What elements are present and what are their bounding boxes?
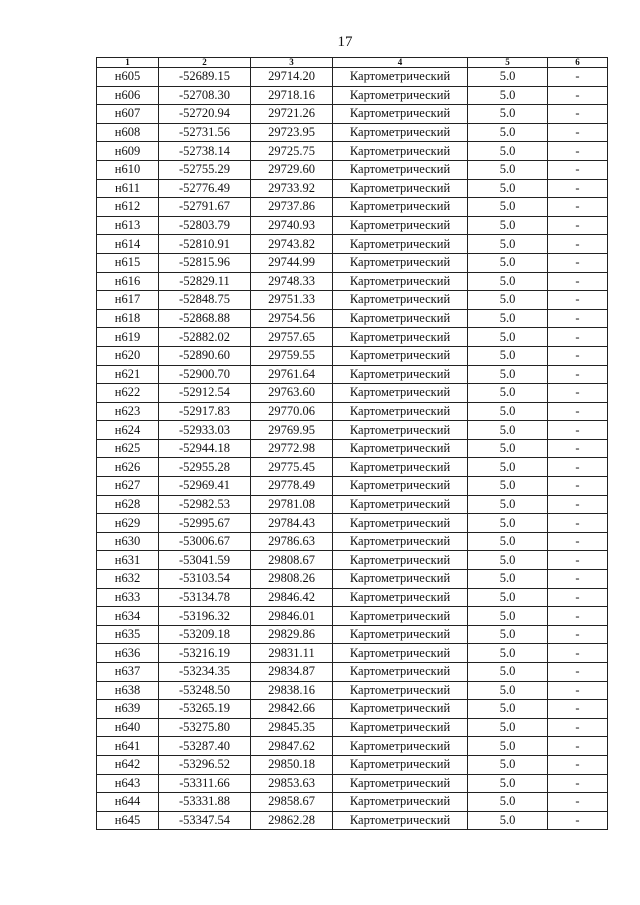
- accuracy-cell: 5.0: [468, 365, 548, 384]
- header-cell-y: 3: [251, 58, 333, 68]
- method-cell: Картометрический: [333, 551, 468, 570]
- method-cell: Картометрический: [333, 309, 468, 328]
- description-cell: -: [548, 179, 608, 198]
- description-cell: -: [548, 532, 608, 551]
- accuracy-cell: 5.0: [468, 663, 548, 682]
- description-cell: -: [548, 737, 608, 756]
- method-cell: Картометрический: [333, 625, 468, 644]
- point-name-cell: н643: [97, 774, 159, 793]
- y-coordinate-cell: 29754.56: [251, 309, 333, 328]
- table-row: [97, 811, 608, 830]
- y-coordinate-cell: 29725.75: [251, 142, 333, 161]
- point-name-cell: н622: [97, 384, 159, 403]
- description-cell: -: [548, 346, 608, 365]
- description-cell: -: [548, 663, 608, 682]
- point-name-cell: н623: [97, 402, 159, 421]
- point-name-cell: н614: [97, 235, 159, 254]
- method-cell: Картометрический: [333, 384, 468, 403]
- y-coordinate-cell: 29723.95: [251, 123, 333, 142]
- x-coordinate-cell: -52720.94: [159, 105, 251, 124]
- accuracy-cell: 5.0: [468, 477, 548, 496]
- x-coordinate-cell: -52829.11: [159, 272, 251, 291]
- table-row: [97, 514, 608, 533]
- point-name-cell: н634: [97, 607, 159, 626]
- point-name-cell: н645: [97, 811, 159, 830]
- method-cell: Картометрический: [333, 607, 468, 626]
- x-coordinate-cell: -52689.15: [159, 68, 251, 87]
- table-row: [97, 551, 608, 570]
- point-name-cell: н633: [97, 588, 159, 607]
- table-row: [97, 644, 608, 663]
- table-row: [97, 160, 608, 179]
- method-cell: Картометрический: [333, 570, 468, 589]
- y-coordinate-cell: 29761.64: [251, 365, 333, 384]
- accuracy-cell: 5.0: [468, 607, 548, 626]
- x-coordinate-cell: -52982.53: [159, 495, 251, 514]
- point-name-cell: н642: [97, 755, 159, 774]
- table-row: [97, 495, 608, 514]
- accuracy-cell: 5.0: [468, 402, 548, 421]
- table-row: [97, 86, 608, 105]
- description-cell: -: [548, 793, 608, 812]
- description-cell: -: [548, 811, 608, 830]
- point-name-cell: н628: [97, 495, 159, 514]
- description-cell: -: [548, 570, 608, 589]
- x-coordinate-cell: -52815.96: [159, 253, 251, 272]
- accuracy-cell: 5.0: [468, 811, 548, 830]
- point-name-cell: н608: [97, 123, 159, 142]
- y-coordinate-cell: 29763.60: [251, 384, 333, 403]
- point-name-cell: н638: [97, 681, 159, 700]
- y-coordinate-cell: 29850.18: [251, 755, 333, 774]
- method-cell: Картометрический: [333, 253, 468, 272]
- point-name-cell: н625: [97, 439, 159, 458]
- description-cell: -: [548, 86, 608, 105]
- description-cell: -: [548, 68, 608, 87]
- y-coordinate-cell: 29853.63: [251, 774, 333, 793]
- description-cell: -: [548, 253, 608, 272]
- table-row: [97, 700, 608, 719]
- accuracy-cell: 5.0: [468, 421, 548, 440]
- y-coordinate-cell: 29847.62: [251, 737, 333, 756]
- method-cell: Картометрический: [333, 700, 468, 719]
- description-cell: -: [548, 588, 608, 607]
- table-row: [97, 216, 608, 235]
- table-row: [97, 402, 608, 421]
- table-row: [97, 737, 608, 756]
- accuracy-cell: 5.0: [468, 179, 548, 198]
- description-cell: -: [548, 774, 608, 793]
- table-row: [97, 365, 608, 384]
- accuracy-cell: 5.0: [468, 253, 548, 272]
- y-coordinate-cell: 29846.01: [251, 607, 333, 626]
- table-row: [97, 570, 608, 589]
- x-coordinate-cell: -52708.30: [159, 86, 251, 105]
- method-cell: Картометрический: [333, 328, 468, 347]
- table-row: [97, 123, 608, 142]
- point-name-cell: н616: [97, 272, 159, 291]
- page-number: 17: [337, 34, 353, 50]
- table-row: [97, 346, 608, 365]
- description-cell: -: [548, 384, 608, 403]
- method-cell: Картометрический: [333, 644, 468, 663]
- y-coordinate-cell: 29845.35: [251, 718, 333, 737]
- accuracy-cell: 5.0: [468, 551, 548, 570]
- x-coordinate-cell: -52995.67: [159, 514, 251, 533]
- accuracy-cell: 5.0: [468, 291, 548, 310]
- description-cell: -: [548, 458, 608, 477]
- point-name-cell: н615: [97, 253, 159, 272]
- x-coordinate-cell: -53209.18: [159, 625, 251, 644]
- accuracy-cell: 5.0: [468, 142, 548, 161]
- table-row: [97, 477, 608, 496]
- x-coordinate-cell: -53265.19: [159, 700, 251, 719]
- header-cell-accuracy: 5: [468, 58, 548, 68]
- y-coordinate-cell: 29834.87: [251, 663, 333, 682]
- x-coordinate-cell: -53103.54: [159, 570, 251, 589]
- accuracy-cell: 5.0: [468, 625, 548, 644]
- accuracy-cell: 5.0: [468, 514, 548, 533]
- method-cell: Картометрический: [333, 123, 468, 142]
- y-coordinate-cell: 29808.67: [251, 551, 333, 570]
- table-row: [97, 198, 608, 217]
- y-coordinate-cell: 29775.45: [251, 458, 333, 477]
- accuracy-cell: 5.0: [468, 123, 548, 142]
- table-row: [97, 774, 608, 793]
- method-cell: Картометрический: [333, 811, 468, 830]
- accuracy-cell: 5.0: [468, 793, 548, 812]
- method-cell: Картометрический: [333, 68, 468, 87]
- method-cell: Картометрический: [333, 477, 468, 496]
- table-row: [97, 681, 608, 700]
- x-coordinate-cell: -52882.02: [159, 328, 251, 347]
- method-cell: Картометрический: [333, 86, 468, 105]
- accuracy-cell: 5.0: [468, 644, 548, 663]
- method-cell: Картометрический: [333, 402, 468, 421]
- x-coordinate-cell: -52890.60: [159, 346, 251, 365]
- method-cell: Картометрический: [333, 737, 468, 756]
- description-cell: -: [548, 365, 608, 384]
- y-coordinate-cell: 29718.16: [251, 86, 333, 105]
- x-coordinate-cell: -53006.67: [159, 532, 251, 551]
- table-row: [97, 421, 608, 440]
- method-cell: Картометрический: [333, 532, 468, 551]
- y-coordinate-cell: 29842.66: [251, 700, 333, 719]
- method-cell: Картометрический: [333, 216, 468, 235]
- point-name-cell: н618: [97, 309, 159, 328]
- y-coordinate-cell: 29743.82: [251, 235, 333, 254]
- y-coordinate-cell: 29784.43: [251, 514, 333, 533]
- x-coordinate-cell: -52969.41: [159, 477, 251, 496]
- point-name-cell: н611: [97, 179, 159, 198]
- point-name-cell: н637: [97, 663, 159, 682]
- x-coordinate-cell: -52917.83: [159, 402, 251, 421]
- table-row: [97, 272, 608, 291]
- y-coordinate-cell: 29829.86: [251, 625, 333, 644]
- table-row: [97, 532, 608, 551]
- point-name-cell: н632: [97, 570, 159, 589]
- y-coordinate-cell: 29759.55: [251, 346, 333, 365]
- header-row: [97, 58, 608, 68]
- accuracy-cell: 5.0: [468, 532, 548, 551]
- description-cell: -: [548, 105, 608, 124]
- accuracy-cell: 5.0: [468, 160, 548, 179]
- method-cell: Картометрический: [333, 272, 468, 291]
- point-name-cell: н609: [97, 142, 159, 161]
- point-name-cell: н627: [97, 477, 159, 496]
- y-coordinate-cell: 29770.06: [251, 402, 333, 421]
- x-coordinate-cell: -52776.49: [159, 179, 251, 198]
- point-name-cell: н624: [97, 421, 159, 440]
- x-coordinate-cell: -52738.14: [159, 142, 251, 161]
- description-cell: -: [548, 328, 608, 347]
- point-name-cell: н635: [97, 625, 159, 644]
- accuracy-cell: 5.0: [468, 216, 548, 235]
- y-coordinate-cell: 29772.98: [251, 439, 333, 458]
- x-coordinate-cell: -52810.91: [159, 235, 251, 254]
- point-name-cell: н626: [97, 458, 159, 477]
- header-cell-method: 4: [333, 58, 468, 68]
- point-name-cell: н640: [97, 718, 159, 737]
- description-cell: -: [548, 551, 608, 570]
- x-coordinate-cell: -53196.32: [159, 607, 251, 626]
- y-coordinate-cell: 29757.65: [251, 328, 333, 347]
- x-coordinate-cell: -53296.52: [159, 755, 251, 774]
- header-cell-point: 1: [97, 58, 159, 68]
- x-coordinate-cell: -52912.54: [159, 384, 251, 403]
- x-coordinate-cell: -53134.78: [159, 588, 251, 607]
- table-row: [97, 328, 608, 347]
- x-coordinate-cell: -53248.50: [159, 681, 251, 700]
- accuracy-cell: 5.0: [468, 774, 548, 793]
- point-name-cell: н612: [97, 198, 159, 217]
- method-cell: Картометрический: [333, 198, 468, 217]
- x-coordinate-cell: -53347.54: [159, 811, 251, 830]
- method-cell: Картометрический: [333, 421, 468, 440]
- accuracy-cell: 5.0: [468, 755, 548, 774]
- x-coordinate-cell: -52848.75: [159, 291, 251, 310]
- point-name-cell: н644: [97, 793, 159, 812]
- accuracy-cell: 5.0: [468, 737, 548, 756]
- point-name-cell: н606: [97, 86, 159, 105]
- method-cell: Картометрический: [333, 235, 468, 254]
- method-cell: Картометрический: [333, 346, 468, 365]
- x-coordinate-cell: -53234.35: [159, 663, 251, 682]
- description-cell: -: [548, 142, 608, 161]
- description-cell: -: [548, 309, 608, 328]
- table-row: [97, 439, 608, 458]
- accuracy-cell: 5.0: [468, 570, 548, 589]
- point-name-cell: н613: [97, 216, 159, 235]
- x-coordinate-cell: -52731.56: [159, 123, 251, 142]
- table-row: [97, 253, 608, 272]
- description-cell: -: [548, 421, 608, 440]
- point-name-cell: н610: [97, 160, 159, 179]
- y-coordinate-cell: 29858.67: [251, 793, 333, 812]
- y-coordinate-cell: 29744.99: [251, 253, 333, 272]
- table-row: [97, 458, 608, 477]
- table-row: [97, 755, 608, 774]
- method-cell: Картометрический: [333, 105, 468, 124]
- point-name-cell: н621: [97, 365, 159, 384]
- y-coordinate-cell: 29748.33: [251, 272, 333, 291]
- y-coordinate-cell: 29778.49: [251, 477, 333, 496]
- point-name-cell: н639: [97, 700, 159, 719]
- x-coordinate-cell: -53331.88: [159, 793, 251, 812]
- point-name-cell: н629: [97, 514, 159, 533]
- x-coordinate-cell: -52933.03: [159, 421, 251, 440]
- table-row: [97, 291, 608, 310]
- accuracy-cell: 5.0: [468, 718, 548, 737]
- y-coordinate-cell: 29769.95: [251, 421, 333, 440]
- y-coordinate-cell: 29740.93: [251, 216, 333, 235]
- description-cell: -: [548, 402, 608, 421]
- table-row: [97, 179, 608, 198]
- y-coordinate-cell: 29714.20: [251, 68, 333, 87]
- x-coordinate-cell: -52803.79: [159, 216, 251, 235]
- accuracy-cell: 5.0: [468, 700, 548, 719]
- x-coordinate-cell: -52791.67: [159, 198, 251, 217]
- accuracy-cell: 5.0: [468, 384, 548, 403]
- method-cell: Картометрический: [333, 681, 468, 700]
- method-cell: Картометрический: [333, 291, 468, 310]
- table-row: [97, 68, 608, 87]
- method-cell: Картометрический: [333, 179, 468, 198]
- x-coordinate-cell: -53216.19: [159, 644, 251, 663]
- x-coordinate-cell: -52944.18: [159, 439, 251, 458]
- y-coordinate-cell: 29751.33: [251, 291, 333, 310]
- accuracy-cell: 5.0: [468, 346, 548, 365]
- description-cell: -: [548, 495, 608, 514]
- accuracy-cell: 5.0: [468, 272, 548, 291]
- description-cell: -: [548, 718, 608, 737]
- accuracy-cell: 5.0: [468, 328, 548, 347]
- point-name-cell: н630: [97, 532, 159, 551]
- method-cell: Картометрический: [333, 718, 468, 737]
- table-row: [97, 384, 608, 403]
- y-coordinate-cell: 29729.60: [251, 160, 333, 179]
- description-cell: -: [548, 235, 608, 254]
- table-row: [97, 309, 608, 328]
- method-cell: Картометрический: [333, 514, 468, 533]
- x-coordinate-cell: -53287.40: [159, 737, 251, 756]
- y-coordinate-cell: 29846.42: [251, 588, 333, 607]
- table-header: [97, 58, 608, 68]
- y-coordinate-cell: 29838.16: [251, 681, 333, 700]
- x-coordinate-cell: -53311.66: [159, 774, 251, 793]
- method-cell: Картометрический: [333, 495, 468, 514]
- point-name-cell: н636: [97, 644, 159, 663]
- coordinates-table: [96, 57, 608, 830]
- description-cell: -: [548, 216, 608, 235]
- accuracy-cell: 5.0: [468, 681, 548, 700]
- method-cell: Картометрический: [333, 160, 468, 179]
- method-cell: Картометрический: [333, 755, 468, 774]
- description-cell: -: [548, 123, 608, 142]
- x-coordinate-cell: -52755.29: [159, 160, 251, 179]
- description-cell: -: [548, 198, 608, 217]
- accuracy-cell: 5.0: [468, 105, 548, 124]
- table-row: [97, 607, 608, 626]
- table-row: [97, 625, 608, 644]
- description-cell: -: [548, 291, 608, 310]
- description-cell: -: [548, 477, 608, 496]
- table-row: [97, 663, 608, 682]
- x-coordinate-cell: -53275.80: [159, 718, 251, 737]
- method-cell: Картометрический: [333, 458, 468, 477]
- description-cell: -: [548, 700, 608, 719]
- y-coordinate-cell: 29737.86: [251, 198, 333, 217]
- description-cell: -: [548, 644, 608, 663]
- table-row: [97, 588, 608, 607]
- point-name-cell: н607: [97, 105, 159, 124]
- point-name-cell: н641: [97, 737, 159, 756]
- description-cell: -: [548, 681, 608, 700]
- point-name-cell: н605: [97, 68, 159, 87]
- accuracy-cell: 5.0: [468, 588, 548, 607]
- description-cell: -: [548, 160, 608, 179]
- x-coordinate-cell: -52900.70: [159, 365, 251, 384]
- method-cell: Картометрический: [333, 588, 468, 607]
- description-cell: -: [548, 625, 608, 644]
- y-coordinate-cell: 29862.28: [251, 811, 333, 830]
- method-cell: Картометрический: [333, 439, 468, 458]
- accuracy-cell: 5.0: [468, 86, 548, 105]
- header-cell-description: 6: [548, 58, 608, 68]
- table-row: [97, 142, 608, 161]
- accuracy-cell: 5.0: [468, 198, 548, 217]
- y-coordinate-cell: 29831.11: [251, 644, 333, 663]
- description-cell: -: [548, 755, 608, 774]
- method-cell: Картометрический: [333, 663, 468, 682]
- x-coordinate-cell: -53041.59: [159, 551, 251, 570]
- table-row: [97, 235, 608, 254]
- y-coordinate-cell: 29781.08: [251, 495, 333, 514]
- method-cell: Картометрический: [333, 142, 468, 161]
- point-name-cell: н619: [97, 328, 159, 347]
- method-cell: Картометрический: [333, 365, 468, 384]
- table-body: [97, 68, 608, 830]
- y-coordinate-cell: 29808.26: [251, 570, 333, 589]
- header-cell-x: 2: [159, 58, 251, 68]
- accuracy-cell: 5.0: [468, 495, 548, 514]
- description-cell: -: [548, 272, 608, 291]
- method-cell: Картометрический: [333, 774, 468, 793]
- table-row: [97, 793, 608, 812]
- description-cell: -: [548, 607, 608, 626]
- x-coordinate-cell: -52955.28: [159, 458, 251, 477]
- table-row: [97, 105, 608, 124]
- point-name-cell: н620: [97, 346, 159, 365]
- accuracy-cell: 5.0: [468, 439, 548, 458]
- accuracy-cell: 5.0: [468, 458, 548, 477]
- x-coordinate-cell: -52868.88: [159, 309, 251, 328]
- y-coordinate-cell: 29733.92: [251, 179, 333, 198]
- table-row: [97, 718, 608, 737]
- point-name-cell: н617: [97, 291, 159, 310]
- method-cell: Картометрический: [333, 793, 468, 812]
- accuracy-cell: 5.0: [468, 309, 548, 328]
- description-cell: -: [548, 514, 608, 533]
- point-name-cell: н631: [97, 551, 159, 570]
- description-cell: -: [548, 439, 608, 458]
- y-coordinate-cell: 29721.26: [251, 105, 333, 124]
- accuracy-cell: 5.0: [468, 235, 548, 254]
- y-coordinate-cell: 29786.63: [251, 532, 333, 551]
- accuracy-cell: 5.0: [468, 68, 548, 87]
